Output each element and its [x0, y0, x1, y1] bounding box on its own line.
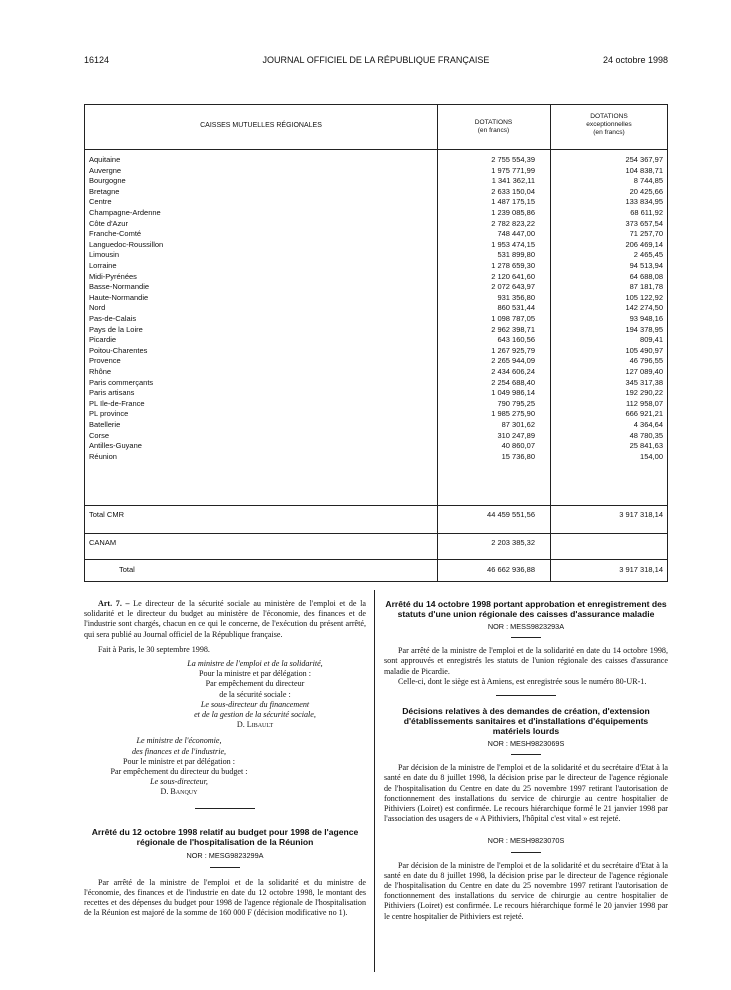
signature-line: des finances et de l'industrie,	[131, 746, 227, 756]
dotation-value: 1 953 474,15	[491, 239, 535, 249]
dotation-value: 2 755 554,39	[491, 155, 535, 164]
dotation-value: 643 160,56	[497, 335, 535, 345]
dotation-exceptionnelle-value: 192 290,22	[625, 388, 663, 398]
table-row	[89, 187, 663, 198]
dotation-value: 790 795,25	[497, 398, 535, 408]
caisse-name: Réunion	[89, 451, 117, 461]
arrete-14-p1: Par arrêté de la ministre de l'emploi et de la solidarité en date du 14 octobre 1998, sont approuvés et enregistrés les statuts de l'union régionale des caisses d'assurance maladie de Picardie.	[384, 646, 668, 676]
table-row	[89, 229, 663, 240]
table-row	[89, 293, 663, 304]
dotation-exceptionnelle-value: 127 089,40	[625, 367, 663, 376]
dotation-value: 1 278 659,30	[491, 261, 535, 270]
caisse-name: Lorraine	[89, 261, 117, 270]
caisse-name: Batellerie	[89, 420, 121, 429]
dotation-exceptionnelle-value: 154,00	[640, 451, 663, 461]
caisse-name: PL Ile-de-France	[89, 398, 145, 408]
dotation-value: 1 341 362,11	[491, 176, 535, 186]
dotation-value: 44 459 551,56	[487, 510, 535, 519]
table-row	[89, 335, 663, 346]
dotation-exceptionnelle-value: 4 364,64	[633, 420, 663, 429]
table-row	[89, 250, 663, 261]
dotation-value: 46 662 936,88	[487, 565, 535, 574]
dotation-exceptionnelle-value: 93 948,16	[629, 314, 663, 323]
article-7-text: Le directeur de la sécurité sociale au ministère de l'emploi et de la solidarité et le directeur du budget au ministère de l'économie, des finances et de l'industrie sont chargés, chacun en ce qui le concerne, de l'exécution du présent arrêté, qui sera publié au Journal officiel de la République française.	[84, 599, 366, 639]
dotation-exceptionnelle-value: 8 744,85	[633, 176, 663, 186]
table-row	[89, 240, 663, 251]
header-caisses: CAISSES MUTUELLES RÉGIONALES	[200, 122, 322, 129]
decision-1-text: Par décision de la ministre de l'emploi et de la solidarité et du secrétaire d'Etat à la santé en date du 8 juillet 1998, la décision prise par le directeur de l'agence régionale de l'hospitalisation du Centre en date du 25 novembre 1997 retirant l'autorisation de fonctionnement des installations du service de chirurgie au centre hospitalier de Pithiviers (Loiret) est confirmée. Le recours hiérarchique formé le 21 janvier 1998 par l'association des usagers de « A Pithiviers, l'hôpital c'est vital » est rejeté.	[384, 763, 668, 824]
arrete-14-title: Arrêté du 14 octobre 1998 portant approbation et enregistrement des statuts d'une union régionale des caisses d'assurance maladie	[385, 599, 667, 619]
caisse-name: Total	[89, 565, 136, 574]
dotation-exceptionnelle-value: 68 611,92	[630, 208, 663, 217]
dotation-value: 1 267 925,79	[491, 345, 535, 355]
dotation-value: 2 254 688,40	[491, 377, 535, 387]
dotation-value: 1 487 175,15	[491, 197, 535, 207]
dotation-value: 2 434 606,24	[491, 367, 535, 376]
caisse-name: Picardie	[89, 335, 117, 345]
table-row	[89, 303, 663, 314]
dotation-exceptionnelle-value: 666 921,21	[625, 409, 663, 419]
signature-line: Pour la ministre et par délégation :	[199, 669, 311, 679]
dotation-exceptionnelle-value: 48 780,35	[629, 430, 663, 440]
caisse-name: Franche-Comté	[89, 229, 142, 239]
dotation-value: 15 736,80	[501, 451, 535, 461]
caisse-name: Auvergne	[89, 165, 122, 175]
dotation-value: 1 985 275,90	[491, 409, 535, 419]
dotation-exceptionnelle-value: 3 917 318,14	[619, 510, 663, 519]
column-divider	[374, 590, 375, 972]
dotation-exceptionnelle-value: 104 838,71	[625, 165, 663, 175]
caisse-name: Limousin	[89, 250, 120, 260]
caisse-name: Paris artisans	[89, 388, 135, 398]
table-row	[89, 420, 663, 431]
caisse-name: Pays de la Loire	[89, 324, 143, 334]
arrete-nor: NOR : MESG9823299A	[186, 850, 264, 860]
dotation-value: 2 072 643,97	[491, 282, 535, 292]
signature-block-2	[84, 736, 274, 797]
decision-2-text: Par décision de la ministre de l'emploi et de la solidarité et du secrétaire d'Etat à la santé en date du 8 juillet 1998, la décision prise par le directeur de l'agence régionale de l'hospitalisation du Centre en date du 25 novembre 1997 retirant l'autorisation de fonctionnement des installations du service de chirurgie au centre hospitalier de Pithiviers (Loiret) est confirmée. Le recours hiérarchique formé le 20 janvier 1998 par le centre hospitalier de Pithiviers est rejeté.	[384, 860, 668, 921]
dotation-exceptionnelle-value: 20 425,66	[629, 186, 663, 196]
dotation-value: 310 247,89	[497, 430, 535, 440]
dotation-value: 931 356,80	[497, 292, 535, 302]
dotation-value: 1 098 787,05	[491, 314, 535, 323]
caisse-name: Aquitaine	[89, 155, 121, 164]
signature-line: Le ministre de l'économie,	[136, 736, 222, 746]
signature-line: Par empêchement du directeur du budget :	[110, 767, 248, 777]
dotation-value: 1 975 771,99	[491, 165, 535, 175]
table-row	[89, 325, 663, 336]
signature-line: D. Libault	[236, 720, 274, 730]
table-row	[89, 261, 663, 272]
page-header	[84, 55, 668, 69]
dotation-exceptionnelle-value: 2 465,45	[633, 250, 663, 260]
caisse-name: Champagne-Ardenne	[89, 208, 161, 217]
signature-line: D. Banquy	[160, 787, 198, 797]
dotation-exceptionnelle-value: 87 181,78	[629, 282, 663, 292]
dotation-exceptionnelle-value: 194 378,95	[625, 324, 663, 334]
dotation-exceptionnelle-value: 64 688,08	[629, 271, 663, 281]
dotation-exceptionnelle-value: 206 469,14	[625, 239, 663, 249]
caisse-name: Bretagne	[89, 186, 120, 196]
caisse-name: CANAM	[89, 538, 117, 547]
caisse-name: Antilles-Guyane	[89, 441, 142, 451]
table-row	[89, 399, 663, 410]
right-column	[384, 599, 668, 922]
decisions-title: Décisions relatives à des demandes de création, d'extension d'établissements sanitaires et d'installations d'équipements matériels lourds	[402, 706, 650, 737]
left-column	[84, 599, 366, 919]
signature-line: La ministre de l'emploi et de la solidarité,	[187, 659, 323, 669]
divider	[195, 808, 255, 809]
caisse-name: PL province	[89, 409, 129, 419]
table-row	[89, 431, 663, 442]
dotation-exceptionnelle-value: 94 513,94	[629, 261, 663, 270]
table-row	[89, 388, 663, 399]
caisse-name: Poitou-Charentes	[89, 345, 148, 355]
table-row	[89, 208, 663, 219]
caisse-name: Languedoc-Roussillon	[89, 239, 164, 249]
dotation-exceptionnelle-value: 133 834,95	[625, 197, 663, 207]
table-row	[89, 282, 663, 293]
signature-line: et de la gestion de la sécurité sociale,	[194, 710, 316, 720]
caisse-name: Nord	[89, 303, 106, 313]
fait-a-paris: Fait à Paris, le 30 septembre 1998.	[98, 644, 210, 654]
dotation-exceptionnelle-value: 809,41	[640, 335, 663, 345]
dotation-exceptionnelle-value: 345 317,38	[625, 377, 663, 387]
header-dotations-exceptionnelles: DOTATIONS exceptionnelles (en francs)	[586, 113, 632, 136]
caisse-name: Haute-Normandie	[89, 292, 149, 302]
dotation-value: 87 301,62	[501, 420, 535, 429]
dotation-exceptionnelle-value: 105 122,92	[625, 292, 663, 302]
caisse-name: Corse	[89, 430, 110, 440]
table-row	[89, 314, 663, 325]
table-row	[89, 452, 663, 463]
dotation-value: 2 265 944,09	[491, 356, 535, 366]
dotation-value: 2 203 385,32	[491, 538, 535, 547]
caisse-name: Rhône	[89, 367, 112, 376]
signature-line: Par empêchement du directeur	[205, 679, 305, 689]
caisse-name: Paris commerçants	[89, 377, 154, 387]
signature-block-1	[144, 659, 366, 730]
caisse-name: Bourgogne	[89, 176, 126, 186]
caisse-name: Total CMR	[89, 510, 125, 519]
dotation-exceptionnelle-value: 373 657,54	[625, 218, 663, 228]
signature-line: Le sous-directeur du financement	[200, 699, 310, 709]
total-cmr-row	[89, 510, 663, 521]
table-row	[89, 176, 663, 187]
caisse-name: Basse-Normandie	[89, 282, 150, 292]
dotation-value: 531 899,80	[497, 250, 535, 260]
journal-title: JOURNAL OFFICIEL DE LA RÉPUBLIQUE FRANÇAISE	[262, 55, 490, 65]
table-row	[89, 378, 663, 389]
table-row	[89, 197, 663, 208]
arrete-text: Par arrêté de la ministre de l'emploi et de la solidarité et du ministre de l'économie, des finances et de l'industrie en date du 12 octobre 1998, le montant des recettes et des dépenses du budget pour 1998 de l'agence régionale de l'hospitalisation de la Réunion est majoré de la somme de 160 000 F (décision modificative no 1).	[84, 877, 366, 918]
caisse-name: Pas-de-Calais	[89, 314, 137, 323]
dotation-value: 2 782 823,22	[491, 218, 535, 228]
issue-date: 24 octobre 1998	[602, 55, 668, 65]
dotation-value: 2 633 150,04	[491, 186, 535, 196]
dotation-value: 1 049 986,14	[491, 388, 535, 398]
article-label: Art. 7. –	[98, 599, 130, 608]
canam-row	[89, 538, 663, 549]
table-row	[89, 166, 663, 177]
signature-line: Pour le ministre et par délégation :	[123, 756, 235, 766]
decision-2-nor: NOR : MESH9823070S	[487, 836, 565, 846]
dotation-exceptionnelle-value: 254 367,97	[625, 155, 663, 164]
arrete-title: Arrêté du 12 octobre 1998 relatif au budget pour 1998 de l'agence régionale de l'hospitalisation de la Réunion	[91, 826, 359, 847]
caisse-name: Côte d'Azur	[89, 218, 128, 228]
dotation-exceptionnelle-value: 3 917 318,14	[619, 565, 663, 574]
dotation-value: 40 860,07	[501, 441, 535, 451]
caisse-name: Centre	[89, 197, 112, 207]
signature-line: Le sous-directeur,	[150, 777, 208, 787]
table-row	[89, 155, 663, 166]
page-number: 16124	[84, 55, 110, 65]
dotation-exceptionnelle-value: 112 958,07	[626, 398, 663, 408]
table-row	[89, 272, 663, 283]
dotation-exceptionnelle-value: 25 841,63	[629, 441, 663, 451]
total-row	[89, 565, 663, 576]
dotation-value: 1 239 085,86	[491, 208, 535, 217]
dotations-table	[84, 104, 668, 582]
table-row	[89, 367, 663, 378]
dotation-exceptionnelle-value: 142 274,50	[625, 303, 663, 313]
signature-line: de la sécurité sociale :	[219, 689, 291, 699]
arrete-14-nor: NOR : MESS9823293A	[487, 622, 565, 631]
header-dotations: DOTATIONS (en francs)	[474, 119, 513, 134]
caisse-name: Provence	[89, 356, 121, 366]
dotation-exceptionnelle-value: 105 490,97	[625, 345, 663, 355]
dotation-exceptionnelle-value: 46 796,55	[629, 356, 663, 366]
table-row	[89, 441, 663, 452]
dotation-value: 2 962 398,71	[491, 324, 535, 334]
table-row	[89, 409, 663, 420]
table-row	[89, 346, 663, 357]
table-row	[89, 219, 663, 230]
dotation-value: 748 447,00	[497, 229, 535, 239]
dotation-exceptionnelle-value: 71 257,70	[629, 229, 663, 239]
decision-1-nor: NOR : MESH9823069S	[487, 739, 565, 749]
dotation-value: 2 120 641,60	[491, 271, 535, 281]
table-row	[89, 356, 663, 367]
dotation-value: 860 531,44	[497, 303, 535, 313]
arrete-14-p2: Celle-ci, dont le siège est à Amiens, est enregistrée sous le numéro 80-UR-1.	[398, 676, 647, 686]
caisse-name: Midi-Pyrénées	[89, 271, 137, 281]
